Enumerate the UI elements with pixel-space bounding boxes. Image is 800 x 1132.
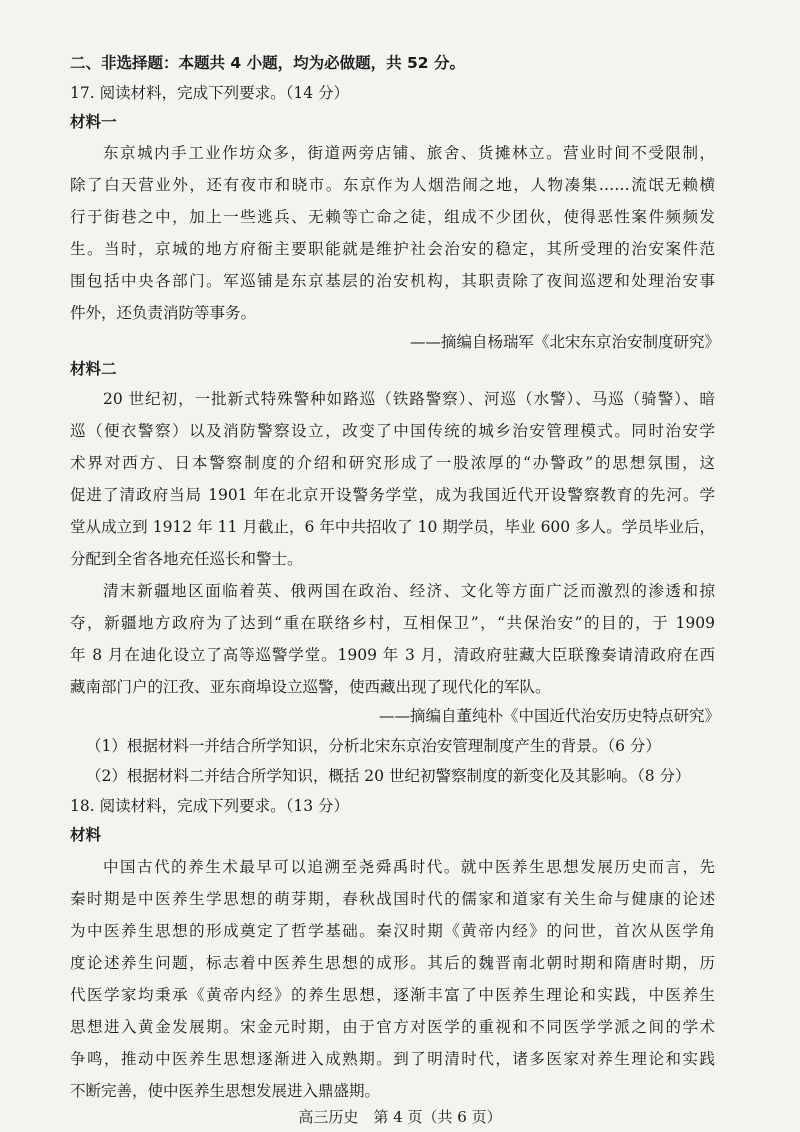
q17-subquestion-1: （1）根据材料一并结合所学知识，分析北宋东京治安管理制度产生的背景。（6 分） bbox=[86, 737, 661, 755]
text-line: 不断完善，使中医养生思想发展进入鼎盛期。 bbox=[70, 1082, 381, 1100]
q18-title: 18. 阅读材料，完成下列要求。（13 分） bbox=[70, 797, 349, 815]
text-line: 代医学家均秉承《黄帝内经》的养生思想，逐渐丰富了中医养生理论和实践，中医养生 bbox=[70, 986, 715, 1004]
text-line: 生。当时，京城的地方府衙主要职能就是维护社会治安的稳定，其所受理的治安案件范 bbox=[70, 240, 715, 258]
text-line: 秦时期是中医养生学思想的萌芽期，春秋战国时代的儒家和道家有关生命与健康的论述 bbox=[70, 890, 715, 908]
text-line: 为中医养生思想的形成奠定了哲学基础。秦汉时期《黄帝内经》的问世，首次从医学角 bbox=[70, 922, 715, 940]
section-heading: 二、非选择题：本题共 4 小题，均为必做题，共 52 分。 bbox=[70, 54, 465, 72]
text-line: 除了白天营业外，还有夜市和晓市。东京作为人烟浩闹之地，人物凑集……流氓无赖横 bbox=[70, 176, 715, 194]
text-line: 清末新疆地区面临着英、俄两国在政治、经济、文化等方面广泛而激烈的渗透和掠 bbox=[103, 582, 715, 600]
q17-material1-source: ——摘编自杨瑞军《北宋东京治安制度研究》 bbox=[409, 333, 720, 351]
text-line: 东京城内手工业作坊众多，街道两旁店铺、旅舍、货摊林立。营业时间不受限制， bbox=[103, 144, 715, 162]
q17-material2-label: 材料二 bbox=[70, 360, 117, 378]
q17-material1-label: 材料一 bbox=[70, 113, 117, 131]
text-line: 巡（便衣警察）以及消防警察设立，改变了中国传统的城乡治安管理模式。同时治安学 bbox=[70, 422, 715, 440]
text-line: 年 8 月在迪化设立了高等巡警学堂。1909 年 3 月，清政府驻藏大臣联豫奏请清政府在西 bbox=[70, 646, 715, 664]
text-line: 促进了清政府当局 1901 年在北京开设警务学堂，成为我国近代开设警察教育的先河。学 bbox=[70, 486, 715, 504]
q17-title: 17. 阅读材料，完成下列要求。（14 分） bbox=[70, 84, 349, 102]
text-line: 堂从成立到 1912 年 11 月截止，6 年中共招收了 10 期学员，毕业 600 多人。学员毕业后， bbox=[70, 518, 715, 536]
text-line: 中国古代的养生术最早可以追溯至尧舜禹时代。就中医养生思想发展历史而言，先 bbox=[103, 858, 715, 876]
text-line: 夺，新疆地方政府为了达到“重在联络乡村，互相保卫”，“共保治安”的目的，于 1909 bbox=[70, 614, 715, 632]
q17-material2-source: ——摘编自董纯朴《中国近代治安历史特点研究》 bbox=[378, 707, 720, 725]
text-line: 术界对西方、日本警察制度的介绍和研究形成了一股浓厚的“办警政”的思想氛围，这 bbox=[70, 454, 715, 472]
text-line: 度论述养生问题，标志着中医养生思想的成形。其后的魏晋南北朝时期和隋唐时期，历 bbox=[70, 954, 715, 972]
text-line: 思想进入黄金发展期。宋金元时期，由于官方对医学的重视和不同医学学派之间的学术 bbox=[70, 1018, 715, 1036]
q17-subquestion-2: （2）根据材料二并结合所学知识，概括 20 世纪初警察制度的新变化及其影响。（8 分） bbox=[86, 767, 691, 785]
page-footer: 高三历史 第 4 页（共 6 页） bbox=[298, 1108, 502, 1126]
text-line: 争鸣，推动中医养生思想逐渐进入成熟期。到了明清时代，诸多医家对养生理论和实践 bbox=[70, 1050, 715, 1068]
text-line: 藏南部门户的江孜、亚东商埠设立巡警，使西藏出现了现代化的军队。 bbox=[70, 678, 551, 696]
text-line: 围包括中央各部门。军巡铺是东京基层的治安机构，其职责除了夜间巡逻和处理治安事 bbox=[70, 272, 715, 290]
text-line: 件外，还负责消防等事务。 bbox=[70, 304, 257, 322]
text-line: 分配到全省各地充任巡长和警士。 bbox=[70, 550, 303, 568]
text-line: 20 世纪初，一批新式特殊警种如路巡（铁路警察）、河巡（水警）、马巡（骑警）、暗 bbox=[103, 390, 715, 408]
text-line: 行于街巷之中，加上一些逃兵、无赖等亡命之徒，组成不少团伙，使得恶性案件频频发 bbox=[70, 208, 715, 226]
q18-material-label: 材料 bbox=[70, 826, 102, 844]
